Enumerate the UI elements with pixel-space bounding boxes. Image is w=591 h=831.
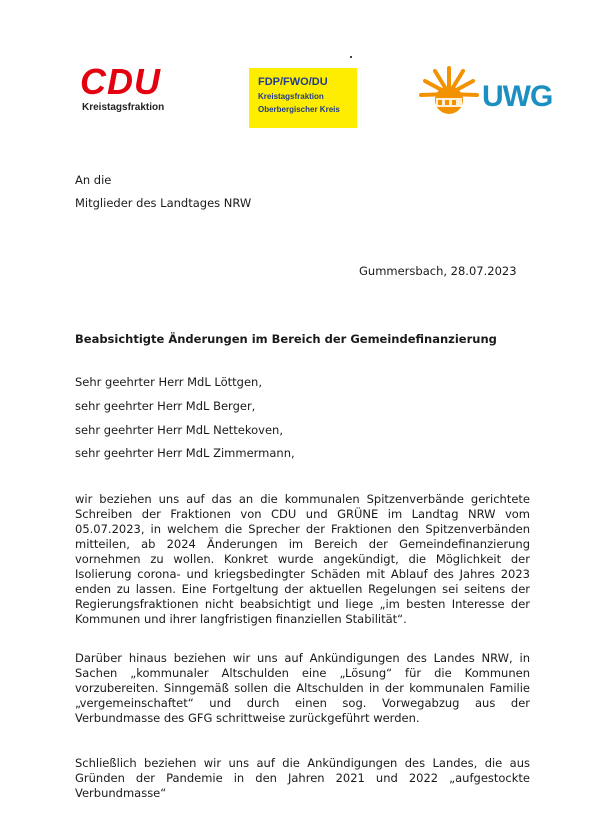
cdu-logo-subtitle: Kreistagsfraktion <box>82 102 165 113</box>
salutation-line: Sehr geehrter Herr MdL Löttgen, <box>75 375 262 389</box>
uwg-logo <box>418 64 568 130</box>
salutation-line: sehr geehrter Herr MdL Zimmermann, <box>75 446 295 460</box>
body-paragraph: wir beziehen uns auf das an die kommunalen Spitzenverbände gerichtete Schreiben der Fraktionen von CDU und GRÜNE im Landtag NRW vom 05.07.2023, in welchem die Sprecher der Fraktionen den Spitzenverbänden mitteilen, ab 2024 Änderungen im Bereich der Gemeindefinanzierung vornehmen zu wollen. Konkret wurde angekündigt, die Möglichkeit der Isolierung corona- und kriegsbedingter Schäden mit Ablauf des Jahres 2023 enden zu lassen. Eine Fortgeltung der aktuellen Regelungen sei seitens der Regierungsfraktionen nicht beabsichtigt und liege „im besten Interesse der Kommunen und ihrer langfristigen finanziellen Stabilität“. <box>75 492 530 626</box>
cdu-logo <box>80 61 190 116</box>
fdp-logo-title: FDP/FWO/DU <box>258 76 328 88</box>
uwg-sun-icon <box>418 64 480 126</box>
body-paragraph: Schließlich beziehen wir uns auf die Ankündigungen des Landes, die aus Gründen der Pandemie in den Jahren 2021 und 2022 „aufgestockte Verbundmasse“ <box>75 756 530 800</box>
recipient-line-2: Mitglieder des Landtages NRW <box>75 196 252 210</box>
fdp-logo-region: Oberbergischer Kreis <box>258 105 340 114</box>
fdp-logo-subtitle: Kreistagsfraktion <box>258 92 324 101</box>
speck-dot <box>350 56 352 58</box>
place-date: Gummersbach, 28.07.2023 <box>359 264 517 278</box>
subject-line: Beabsichtigte Änderungen im Bereich der Gemeindefinanzierung <box>75 332 497 346</box>
salutation-line: sehr geehrter Herr MdL Nettekoven, <box>75 423 283 437</box>
body-paragraph: Darüber hinaus beziehen wir uns auf Ankündigungen des Landes NRW, in Sachen „kommunaler Altschulden eine „Lösung“ für die Kommunen vorzubereiten. Sinngemäß sollen die Altschulden in der kommunalen Familie „vergemeinschaftet“ und durch einen sog. Vorwegabzug aus der Verbundmasse des GFG schrittweise zurückgeführt werden. <box>75 651 530 725</box>
salutation-line: sehr geehrter Herr MdL Berger, <box>75 399 256 413</box>
recipient-line-1: An die <box>75 173 112 187</box>
cdu-logo-word: CDU <box>80 61 161 102</box>
fdp-logo <box>249 68 357 128</box>
uwg-logo-word: UWG <box>482 80 553 113</box>
